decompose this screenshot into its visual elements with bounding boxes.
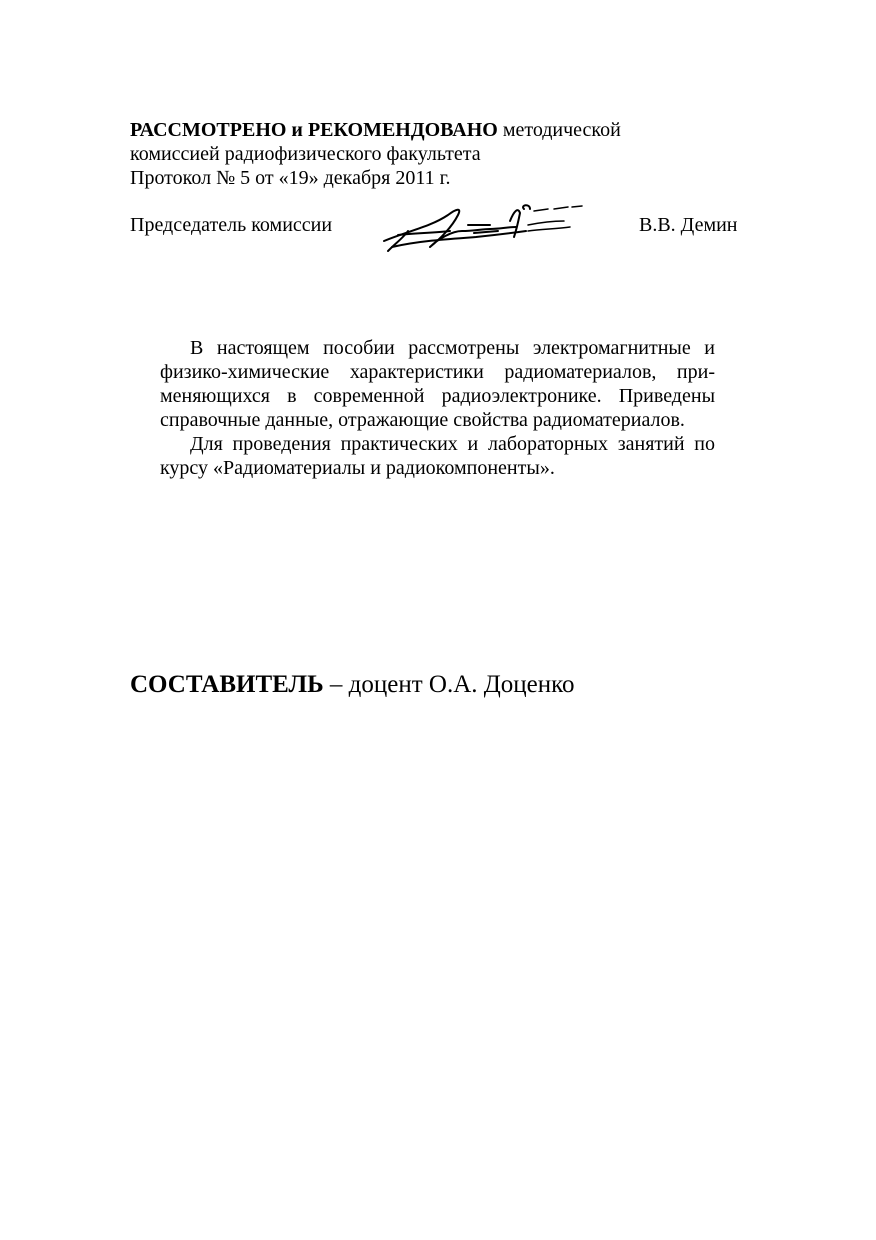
author-name: – доцент О.А. Доценко [323,671,575,698]
approval-committee: комиссией радиофизического факультета [130,143,481,165]
chair-name: В.В. Демин [639,214,738,236]
approval-line-1 [130,118,770,142]
author-line [130,670,575,700]
approval-block [130,118,770,190]
handwritten-signature [378,201,586,257]
approval-status: РАССМОТРЕНО и РЕКОМЕНДОВАНО [130,119,498,141]
chair-label: Председатель комиссии [130,214,333,236]
abstract-block [160,336,715,480]
chair-signature-row [130,213,750,245]
abstract-purpose-paragraph: Для проведения практических и лабораторных занятий по курсу «Радиоматериалы и радиокомпоненты». [160,433,715,479]
abstract-paragraph: В настоящем пособии рассмотрены электромагнитные и физико-химические характеристики радиоматериалов, применяющихся в современной радиоэлектронике. Приведены справочные данные, отражающие свойства радиоматериалов. [160,337,715,431]
author-label: СОСТАВИТЕЛЬ [130,671,324,698]
approval-protocol: Протокол № 5 от «19» декабря 2011 г. [130,167,451,189]
approval-committee-type: методической [497,119,621,141]
